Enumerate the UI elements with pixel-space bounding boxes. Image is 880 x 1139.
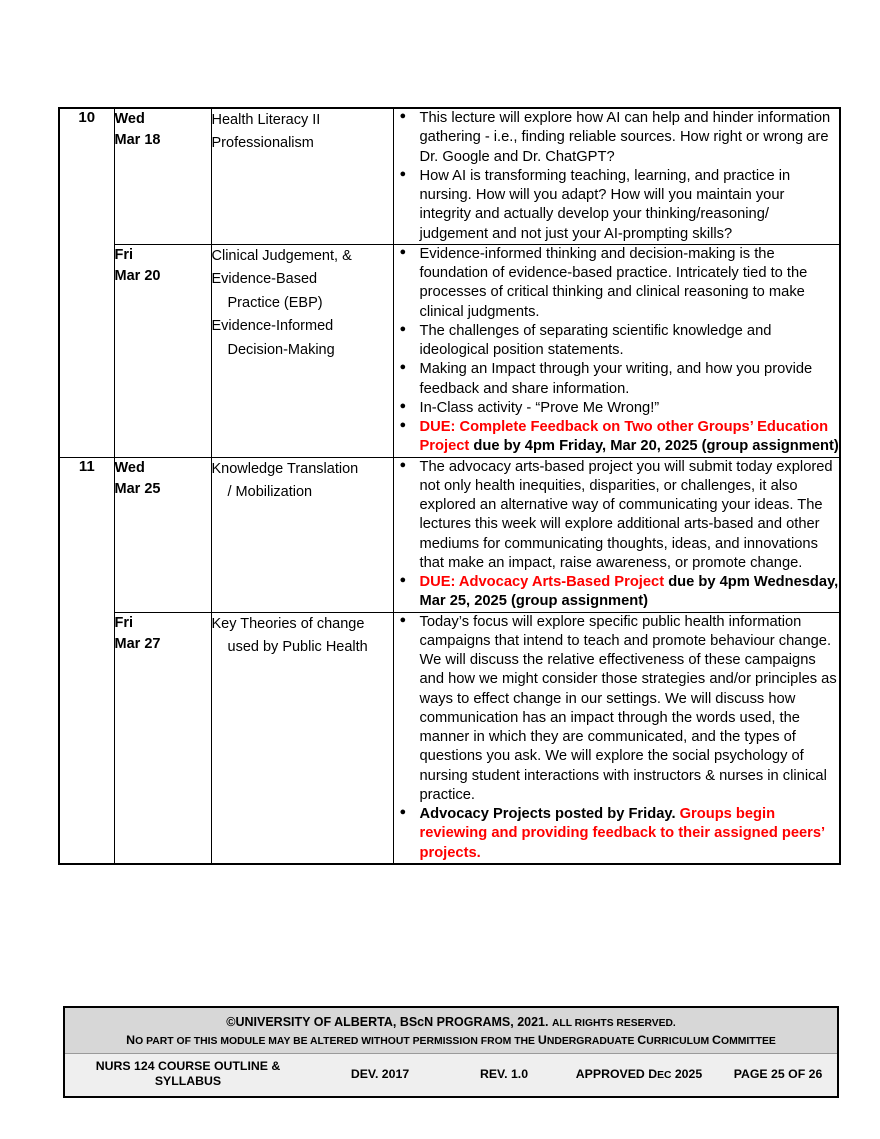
bullet-list (394, 613, 840, 863)
bullet-text: In-Class activity - “Prove Me Wrong!” (419, 399, 660, 416)
due-label: DUE: Complete Feedback on Two other Groups’ Education Project (419, 419, 829, 455)
due-detail: due by 4pm Friday, Mar 20, 2025 (group assignment) (469, 438, 839, 455)
list-item (420, 322, 840, 361)
topic-line: Decision-Making (227, 341, 335, 358)
due-detail: due by 4pm Wednesday, Mar 25, 2025 (group assignment) (419, 574, 839, 610)
topic-line: Professionalism (211, 135, 314, 152)
topic-line: Practice (EBP) (227, 294, 323, 311)
schedule-table-body (59, 108, 840, 864)
date-day: Fri (114, 246, 134, 263)
topic-cell (211, 612, 393, 864)
approved-smallcaps: EC (657, 1070, 672, 1082)
date-cell (114, 457, 211, 612)
notice-c-initial: C (637, 1033, 647, 1048)
copyright-rights: ALL RIGHTS RESERVED. (551, 1018, 676, 1029)
content-cell (393, 612, 840, 864)
week-number: 11 (78, 457, 95, 475)
date-cell (114, 108, 211, 244)
notice-committee: OMMITTEE (720, 1036, 776, 1048)
bullet-text: Today’s focus will explore specific public health information campaigns that intend to teach and promote behaviour change. We will discuss the relative effectiveness of these campaigns and how we might consider those strategies and/or principles as ways to effect change in our settings. We will discuss how communication has an impact through the words used, the manner in which they are communicated, and the types of questions you ask. We will explore the social psychology of nursing student interactions with instructors & nurses in clinical practice. (419, 613, 837, 803)
content-cell (393, 457, 840, 612)
footer-page-number: PAGE 25 OF 26 (733, 1067, 823, 1082)
topic-line: Evidence-Based (211, 271, 318, 288)
list-item (420, 167, 840, 244)
bullet-text: Making an Impact through your writing, and how you provide feedback and share information. (419, 361, 813, 397)
footer-revision: REV. 1.0 (479, 1067, 529, 1082)
list-item (420, 613, 840, 806)
content-cell (393, 108, 840, 244)
footer-notice-line (65, 1030, 837, 1052)
page-footer (63, 1006, 839, 1098)
table-row (59, 244, 840, 457)
week-number-cell (59, 108, 114, 457)
topic-cell (211, 244, 393, 457)
date-day: Fri (114, 614, 134, 631)
topic-line: Clinical Judgement, & (211, 247, 352, 264)
date-cell (114, 244, 211, 457)
list-item-due (420, 573, 840, 612)
footer-dev-version: DEV. 2017 (350, 1067, 410, 1082)
topic-line: Health Literacy II (211, 112, 321, 128)
notice-u-initial: U (537, 1033, 547, 1048)
notice-curriculum: URRICULUM (646, 1036, 713, 1048)
topic-cell (211, 457, 393, 612)
topic-cell (211, 108, 393, 244)
week-number-cell (59, 457, 114, 864)
bullet-list (394, 109, 840, 244)
bullet-text: The challenges of separating scientific knowledge and ideological position statements. (419, 322, 772, 358)
list-item (420, 245, 840, 322)
list-item-due (420, 418, 840, 457)
bullet-list (394, 245, 840, 457)
date-cell (114, 612, 211, 864)
notice-initial: N (126, 1033, 136, 1048)
approved-prefix: APPROVED D (575, 1067, 658, 1082)
due-detail: Groups begin reviewing and providing feedback to their assigned peers’ projects. (419, 806, 825, 861)
date-day: Wed (114, 111, 145, 127)
content-cell (393, 244, 840, 457)
week-number: 10 (78, 109, 96, 126)
notice-c2-initial: C (712, 1033, 721, 1048)
date-day: Wed (114, 459, 145, 476)
table-row (59, 457, 840, 612)
list-item (420, 360, 840, 399)
date-date: Mar 20 (114, 268, 161, 285)
due-label: DUE: Advocacy Arts-Based Project (419, 574, 665, 590)
footer-copyright-line (65, 1008, 837, 1030)
list-item (420, 109, 840, 167)
bullet-text: How AI is transforming teaching, learning, and practice in nursing. How will you adapt? How will you maintain your integrity and actually develop your thinking/reasoning/ judgement and not just your AI-prompting skills? (419, 167, 791, 242)
footer-meta-row (65, 1053, 837, 1096)
list-item (420, 458, 840, 574)
bullet-text: The advocacy arts-based project you will submit today explored not only health inequities, disparities, or challenges, it also explored an alternative way of communicating your ideas. The lectures this week will explore additional arts-based and other mediums for communicating thoughts, ideas, and innovations that make an impact, raise awareness, or promote change. (419, 458, 833, 571)
posted-label: Advocacy Projects posted by Friday. (419, 806, 676, 822)
notice-undergraduate: NDERGRADUATE (546, 1036, 638, 1048)
footer-approved-date (559, 1067, 719, 1081)
topic-line: used by Public Health (227, 638, 368, 655)
course-schedule-table (58, 107, 841, 865)
copyright-text: ©UNIVERSITY OF ALBERTA, BScN PROGRAMS, 2021. (226, 1015, 549, 1029)
topic-line: / Mobilization (227, 483, 313, 500)
topic-line: Evidence-Informed (211, 318, 334, 335)
topic-line: Knowledge Translation (211, 460, 359, 477)
bullet-text: This lecture will explore how AI can help and hinder information gathering - i.e., finding reliable sources. How right or wrong are Dr. Google and Dr. ChatGPT? (419, 110, 831, 165)
topic-line: Key Theories of change (211, 615, 365, 632)
footer-course-title: NURS 124 COURSE OUTLINE & SYLLABUS (95, 1058, 281, 1089)
bullet-text: Evidence-informed thinking and decision-making is the foundation of evidence-based practice. Intricately tied to the processes of critical thinking and clinical reasoning to make clinical judgments. (419, 245, 808, 320)
table-row (59, 612, 840, 864)
date-date: Mar 27 (114, 635, 161, 652)
table-row (59, 108, 840, 244)
date-date: Mar 18 (114, 132, 161, 149)
approved-year: 2025 (671, 1067, 703, 1082)
date-date: Mar 25 (114, 480, 161, 497)
notice-body: O PART OF THIS MODULE MAY BE ALTERED WITHOUT PERMISSION FROM THE (135, 1036, 538, 1048)
list-item (420, 399, 840, 418)
list-item-due (420, 805, 840, 863)
bullet-list (394, 458, 840, 612)
